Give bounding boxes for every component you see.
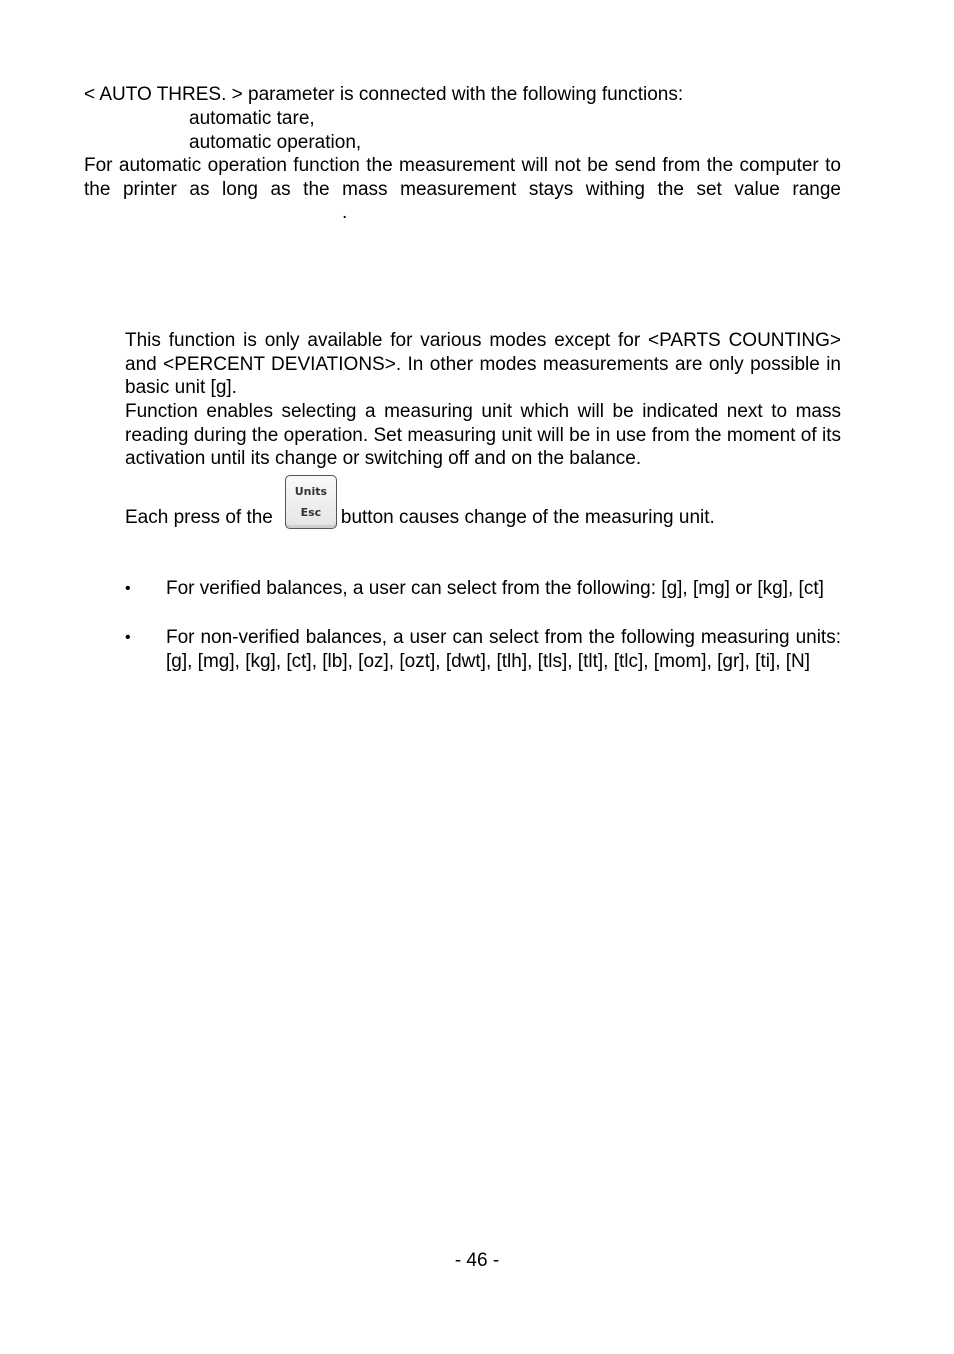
bullet-text-non-verified: For non-verified balances, a user can select from the following measuring units: [g], [mg], [kg], [ct], [lb], [oz], [ozt], [dwt], [tlh], [tls], [tlt], [tlc], [mom], [gr], [ti], [N] [166, 627, 841, 672]
bullet-icon: • [125, 580, 131, 597]
units-function-paragraph: Function enables selecting a measuring unit which will be indicated next to mass reading during the operation. Set measuring unit will be in use from the moment of its activation until its change or switching off and on the balance. [125, 401, 841, 469]
units-availability-paragraph: This function is only available for various modes except for <PARTS COUNTING> and <PERCENT DEVIATIONS>. In other modes measurements are only possible in basic unit [g]. [125, 330, 841, 398]
intro-line: < AUTO THRES. > parameter is connected with the following functions: [84, 84, 684, 105]
page-number: - 46 - [454, 1250, 500, 1271]
bullet-icon: • [125, 629, 131, 646]
units-esc-key-icon [285, 475, 337, 529]
key-bottom-label: Esc [300, 506, 322, 519]
press-text-after: button causes change of the measuring unit. [340, 506, 715, 528]
automatic-operation-end: . [342, 202, 348, 223]
function-item-automatic-operation: automatic operation, [189, 132, 362, 153]
function-item-automatic-tare: automatic tare, [189, 108, 315, 129]
automatic-operation-paragraph [84, 154, 841, 225]
units-press-line [125, 469, 841, 531]
list-item [125, 626, 841, 673]
list-item [125, 577, 841, 601]
bullet-text-verified: For verified balances, a user can select from the following: [g], [mg] or [kg], [ct] [166, 578, 824, 599]
automatic-operation-text: For automatic operation function the measurement will not be send from the computer to the printer as long as the mass measurement stays withing the set value range [84, 155, 841, 200]
key-top-label: Units [294, 485, 328, 498]
press-text-before: Each press of the [125, 506, 273, 528]
